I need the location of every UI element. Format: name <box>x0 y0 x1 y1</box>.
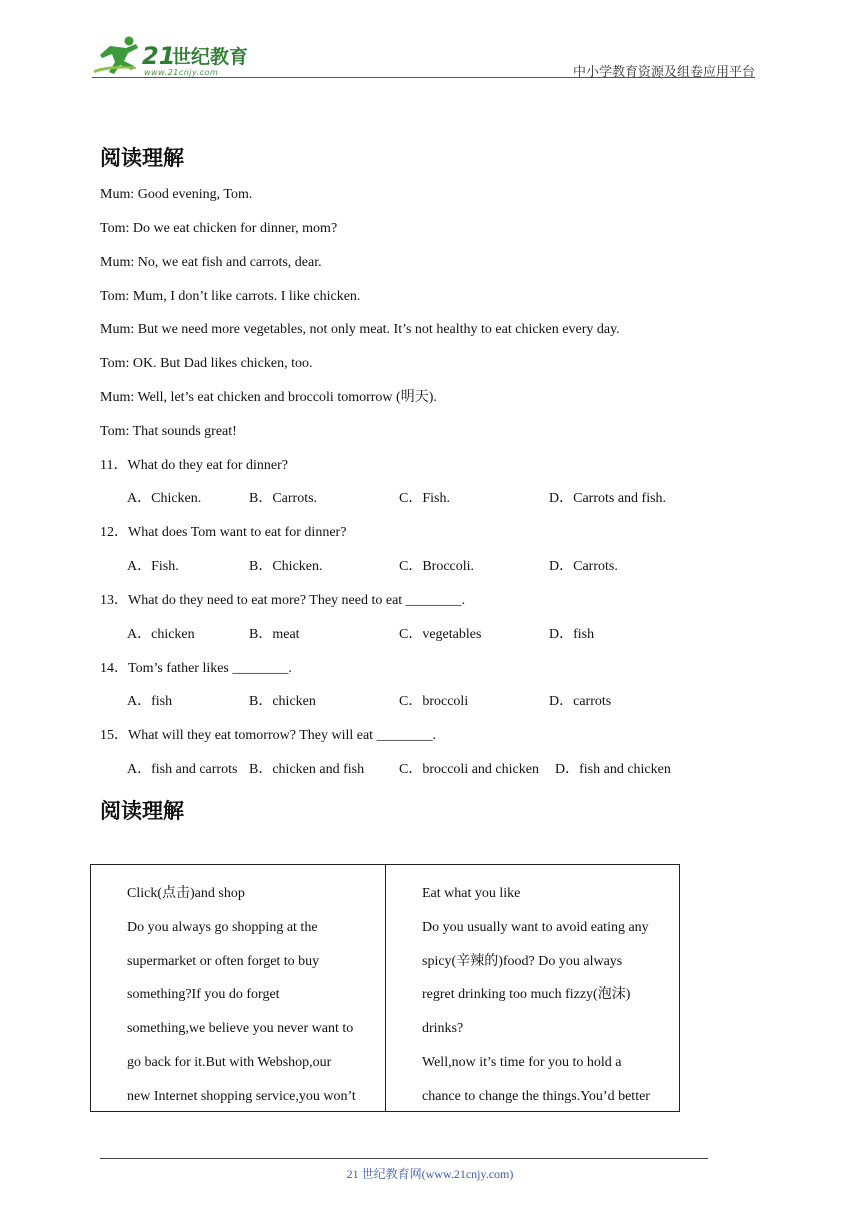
dialogue-line: Mum: But we need more vegetables, not only meat. It’s not healthy to eat chicken every day. <box>100 322 620 337</box>
page-header <box>92 30 755 80</box>
advert-heading: Eat what you like <box>422 886 521 901</box>
option-b[interactable]: B．chicken <box>249 694 316 709</box>
advert-table <box>90 864 680 1112</box>
question-stem: 12．What does Tom want to eat for dinner? <box>100 525 347 540</box>
advert-left-cell <box>127 877 356 1114</box>
question-stem: 11．What do they eat for dinner? <box>100 458 289 473</box>
advert-line: something?If you do forget <box>127 987 280 1003</box>
header-divider <box>92 77 755 78</box>
advert-line: something,we believe you never want to <box>127 1021 354 1037</box>
question-stem: 14．Tom’s father likes ________. <box>100 661 292 676</box>
dialogue-line: Tom: Mum, I don’t like carrots. I like chicken. <box>100 289 361 304</box>
option-a[interactable]: A．chicken <box>127 627 195 642</box>
advert-heading: Click(点击)and shop <box>127 886 245 901</box>
option-c[interactable]: C．vegetables <box>399 627 482 642</box>
svg-text:www.21cnjy.com: www.21cnjy.com <box>144 68 219 77</box>
site-name: 中小学教育资源及组卷应用平台 <box>572 64 755 79</box>
section-title: 阅读理解 <box>100 146 184 170</box>
page-footer[interactable]: 21 世纪教育网(www.21cnjy.com) <box>346 1167 514 1181</box>
site-logo <box>92 34 262 78</box>
option-a[interactable]: A．fish and carrots <box>127 762 238 777</box>
advert-line: regret drinking too much fizzy(泡沫) <box>422 987 631 1003</box>
dialogue-line: Tom: That sounds great! <box>100 424 237 439</box>
advert-line: Do you usually want to avoid eating any <box>422 919 649 935</box>
option-c[interactable]: C．Broccoli. <box>399 559 475 574</box>
option-c[interactable]: C．Fish. <box>399 491 450 506</box>
dialogue-line: Tom: Do we eat chicken for dinner, mom? <box>100 221 338 236</box>
option-b[interactable]: B．chicken and fish <box>249 762 365 777</box>
question-stem: 13．What do they need to eat more? They need to eat ________. <box>100 593 466 608</box>
svg-text:世纪教育: 世纪教育 <box>172 46 249 68</box>
svg-text:21: 21 <box>142 42 176 70</box>
option-d[interactable]: D．carrots <box>549 694 612 709</box>
advert-line: go back for it.But with Webshop,our <box>127 1054 332 1070</box>
option-d[interactable]: D．Carrots and fish. <box>549 491 667 506</box>
option-d[interactable]: D．fish <box>549 627 595 642</box>
advert-line: new Internet shopping service,you won’t <box>127 1088 356 1104</box>
advert-right-cell <box>422 877 650 1114</box>
option-c[interactable]: C．broccoli <box>399 694 469 709</box>
option-b[interactable]: B．Carrots. <box>249 491 318 506</box>
option-a[interactable]: A．fish <box>127 694 173 709</box>
advert-line: Do you always go shopping at the <box>127 919 318 935</box>
table-divider <box>385 865 386 1111</box>
dialogue-line: Mum: Well, let’s eat chicken and broccoli tomorrow (明天). <box>100 390 437 405</box>
advert-line: spicy(辛辣的)food? Do you always <box>422 953 623 969</box>
section-title: 阅读理解 <box>100 799 184 823</box>
option-a[interactable]: A．Chicken. <box>127 491 202 506</box>
option-c[interactable]: C．broccoli and chicken <box>399 762 539 777</box>
dialogue-line: Mum: Good evening, Tom. <box>100 187 253 202</box>
question-stem: 15．What will they eat tomorrow? They will eat ________. <box>100 728 437 743</box>
option-d[interactable]: D．Carrots. <box>549 559 618 574</box>
advert-line: drinks? <box>422 1021 464 1037</box>
advert-line: supermarket or often forget to buy <box>127 953 320 969</box>
runner-icon <box>94 37 138 75</box>
advert-line: Well,now it’s time for you to hold a <box>422 1054 622 1070</box>
option-b[interactable]: B．Chicken. <box>249 559 323 574</box>
option-d[interactable]: D．fish and chicken <box>555 762 671 777</box>
footer-divider <box>100 1158 708 1159</box>
dialogue-line: Tom: OK. But Dad likes chicken, too. <box>100 356 313 371</box>
option-b[interactable]: B．meat <box>249 627 300 642</box>
option-a[interactable]: A．Fish. <box>127 559 179 574</box>
advert-line: chance to change the things.You’d better <box>422 1088 650 1104</box>
dialogue-line: Mum: No, we eat fish and carrots, dear. <box>100 255 322 270</box>
